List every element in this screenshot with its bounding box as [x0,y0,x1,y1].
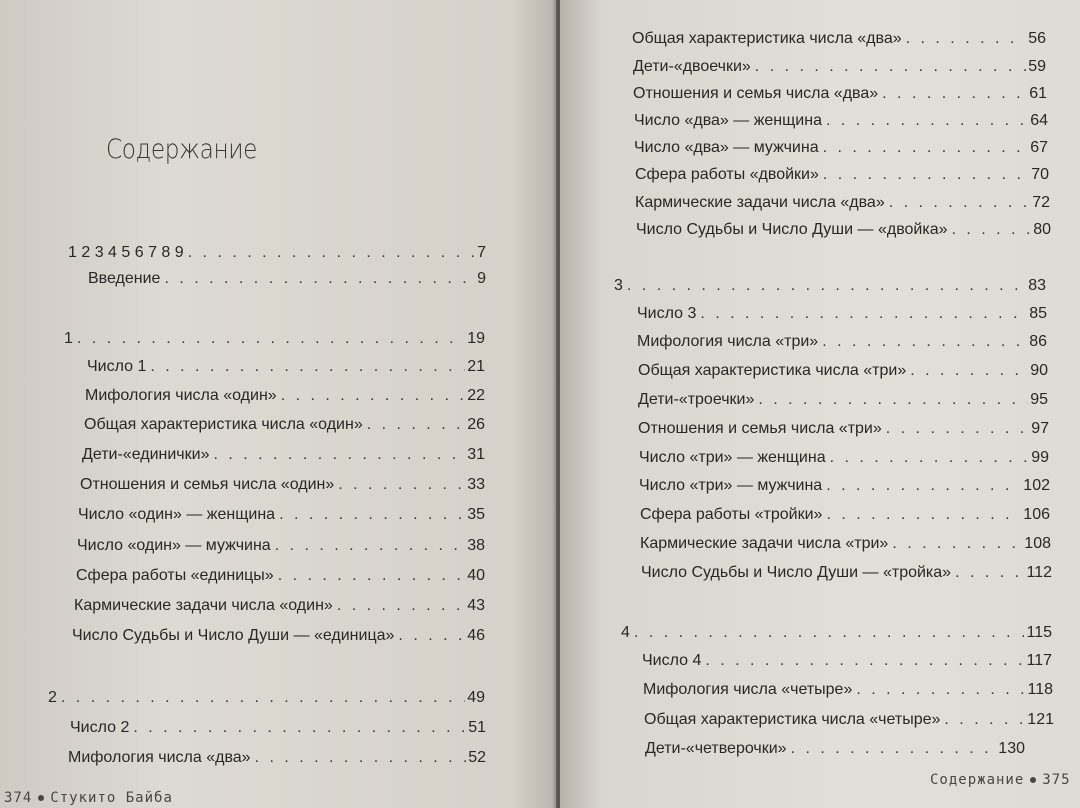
leader-dots [882,85,1027,103]
leader-dots [826,477,1021,495]
toc-entry[interactable] [634,139,1048,157]
toc-entry-label: Сфера работы «тройки» [640,506,823,523]
toc-entry-page: 102 [1023,477,1050,494]
toc-entry-page: 38 [467,537,485,554]
leader-dots [823,166,1029,184]
leader-dots [955,564,1024,582]
leader-dots [278,567,466,585]
toc-entry-label: Дети-«троечки» [638,391,755,408]
toc-entry-page: 83 [1028,277,1046,294]
toc-entry[interactable] [634,112,1048,130]
toc-entry-label: Число Судьбы и Число Души — «двойка» [636,221,948,238]
toc-entry-label: 1 [64,330,73,347]
toc-entry[interactable] [621,624,1052,642]
leader-dots [337,597,465,615]
toc-entry-label: Дети-«единички» [82,446,210,463]
toc-entry-label: Мифология числа «два» [68,749,251,766]
leader-dots [826,112,1028,130]
toc-entry-label: Число Судьбы и Число Души — «единица» [72,627,395,644]
toc-entry-label: Мифология числа «четыре» [643,681,853,698]
running-title: Стукито Байба [50,790,173,806]
toc-entry-page: 121 [1027,711,1054,728]
page-footer-right [930,772,1071,788]
toc-entry-page: 21 [467,358,485,375]
toc-entry[interactable] [632,30,1046,48]
toc-entry-page: 51 [468,719,486,736]
toc-entry-label: Отношения и семья числа «три» [638,420,882,437]
leader-dots [150,358,465,376]
page-number: 374 [4,790,33,806]
leader-dots [755,58,1026,76]
page-footer-left [4,790,173,806]
leader-dots [910,362,1028,380]
toc-entry-page: 43 [467,597,485,614]
right-page [560,0,1080,808]
leader-dots [188,244,475,262]
toc-entry-label: Число «один» — мужчина [77,537,271,554]
toc-entry[interactable] [642,652,1052,670]
leader-dots [892,535,1022,553]
toc-entry[interactable] [645,740,1025,758]
leader-dots [822,333,1027,351]
toc-entry[interactable] [76,567,485,585]
toc-entry[interactable] [636,221,1051,239]
toc-entry-label: Сфера работы «двойки» [635,166,819,183]
toc-entry-label: Общая характеристика числа «три» [638,362,907,379]
toc-entry[interactable] [78,506,485,524]
toc-entry-label: Мифология числа «три» [637,333,819,350]
leader-dots [213,446,465,464]
toc-entry-label: Общая характеристика числа «четыре» [644,711,941,728]
toc-entry-label: Число «один» — женщина [78,506,276,523]
leader-dots [705,652,1024,670]
toc-entry-label: 3 [614,277,623,294]
toc-entry-label: Общая характеристика числа «два» [632,30,902,47]
leader-dots [889,194,1030,212]
toc-entry-label: Мифология числа «один» [85,387,277,404]
toc-entry-label: Число 3 [637,305,697,322]
toc-entry-page: 112 [1026,564,1052,581]
toc-entry[interactable] [68,244,486,262]
toc-entry-page: 85 [1029,305,1047,322]
toc-entry-label: Число «три» — женщина [639,449,826,466]
toc-entry-page: 56 [1028,30,1046,47]
leader-dots [77,330,465,348]
toc-entry-page: 108 [1024,535,1051,552]
toc-entry-page: 72 [1032,194,1050,211]
toc-entry-page: 61 [1029,85,1047,102]
toc-entry[interactable] [640,535,1051,553]
separator-dot [1030,777,1036,783]
toc-entry-page: 9 [477,270,486,287]
leader-dots [627,277,1026,295]
toc-entry-page: 115 [1026,624,1052,641]
toc-entry-label: Общая характеристика числа «один» [84,416,363,433]
toc-entry-page: 130 [998,740,1025,757]
toc-entry[interactable] [82,446,485,464]
toc-entry-page: 22 [467,387,485,404]
leader-dots [906,30,1027,48]
toc-entry-page: 46 [467,627,485,644]
toc-entry-page: 40 [467,567,485,584]
toc-entry-page: 118 [1027,681,1053,698]
toc-entry-label: Число Судьбы и Число Души — «тройка» [641,564,952,581]
page-title: Содержание [106,134,257,165]
toc-entry-label: Дети-«четверочки» [645,740,787,757]
toc-entry-label: Введение [88,270,161,287]
toc-entry-page: 99 [1031,449,1049,466]
toc-entry-page: 49 [467,689,485,706]
leader-dots [338,476,465,494]
leader-dots [255,749,467,767]
running-title: Содержание [930,772,1025,788]
toc-entry-label: Отношения и семья числа «два» [633,85,879,102]
toc-entry-label: Число 2 [70,719,130,736]
toc-entry[interactable] [635,194,1050,212]
leader-dots [791,740,997,758]
toc-entry-page: 95 [1030,391,1048,408]
toc-entry-label: Число «три» — мужчина [639,477,823,494]
toc-entry[interactable] [643,681,1053,699]
toc-entry-page: 19 [467,330,485,347]
toc-entry-page: 64 [1030,112,1048,129]
toc-entry-label: Кармические задачи числа «три» [640,535,889,552]
leader-dots [830,449,1030,467]
separator-dot [38,795,44,801]
toc-entry[interactable] [639,449,1049,467]
leader-dots [634,624,1025,642]
toc-entry-label: Кармические задачи числа «два» [635,194,885,211]
leader-dots [367,416,465,434]
toc-entry-page: 26 [467,416,485,433]
toc-entry-page: 35 [467,506,485,523]
toc-entry-label: Отношения и семья числа «один» [80,476,335,493]
toc-entry[interactable] [638,391,1048,409]
toc-entry-label: Число «два» — женщина [634,112,822,129]
leader-dots [164,270,475,288]
toc-entry[interactable] [87,358,485,376]
toc-entry-label: 4 [621,624,630,641]
toc-entry-label: 2 [48,689,57,706]
toc-entry[interactable] [80,476,485,494]
toc-entry[interactable] [84,416,485,434]
leader-dots [856,681,1025,699]
toc-entry[interactable] [639,477,1050,495]
toc-entry[interactable] [633,85,1047,103]
toc-entry-page: 86 [1029,333,1047,350]
toc-entry-page: 106 [1023,506,1050,523]
leader-dots [700,305,1027,323]
toc-entry-page: 59 [1028,58,1046,75]
leader-dots [826,506,1021,524]
toc-entry[interactable] [633,58,1046,76]
toc-entry[interactable] [74,597,485,615]
toc-entry[interactable] [638,420,1049,438]
toc-entry[interactable] [48,689,485,707]
toc-entry[interactable] [614,277,1046,295]
toc-entry-page: 90 [1030,362,1048,379]
leader-dots [758,391,1028,409]
leader-dots [398,627,465,645]
toc-entry[interactable] [64,330,485,348]
leader-dots [886,420,1029,438]
toc-entry[interactable] [641,564,1052,582]
toc-entry-page: 97 [1031,420,1049,437]
toc-entry-page: 67 [1030,139,1048,156]
toc-entry[interactable] [638,362,1048,380]
toc-entry[interactable] [70,719,486,737]
toc-entry-page: 70 [1031,166,1049,183]
leader-dots [281,387,466,405]
toc-entry-label: Число 4 [642,652,702,669]
toc-entry[interactable] [72,627,485,645]
toc-entry[interactable] [77,537,485,555]
toc-entry[interactable] [640,506,1050,524]
toc-entry-label: Сфера работы «единицы» [76,567,274,584]
leader-dots [61,689,465,707]
toc-entry[interactable] [68,749,486,767]
leader-dots [133,719,466,737]
toc-entry[interactable] [85,387,485,405]
page-number: 375 [1042,772,1071,788]
leader-dots [823,139,1029,157]
leader-dots [952,221,1032,239]
toc-entry[interactable] [637,305,1047,323]
toc-entry-label: 1 2 3 4 5 6 7 8 9 [68,244,184,261]
toc-entry[interactable] [644,711,1054,729]
toc-entry-page: 117 [1026,652,1052,669]
toc-entry-label: Число 1 [87,358,147,375]
toc-entry-page: 31 [467,446,485,463]
toc-entry-page: 33 [467,476,485,493]
toc-entry-page: 80 [1033,221,1051,238]
toc-entry-label: Число «два» — мужчина [634,139,819,156]
toc-entry[interactable] [88,270,486,288]
toc-entry-page: 7 [477,244,486,261]
toc-entry[interactable] [635,166,1049,184]
toc-entry-label: Дети-«двоечки» [633,58,751,75]
leader-dots [275,537,466,555]
toc-entry-label: Кармические задачи числа «один» [74,597,333,614]
toc-entry-page: 52 [468,749,486,766]
leader-dots [944,711,1025,729]
leader-dots [279,506,465,524]
toc-entry[interactable] [637,333,1047,351]
